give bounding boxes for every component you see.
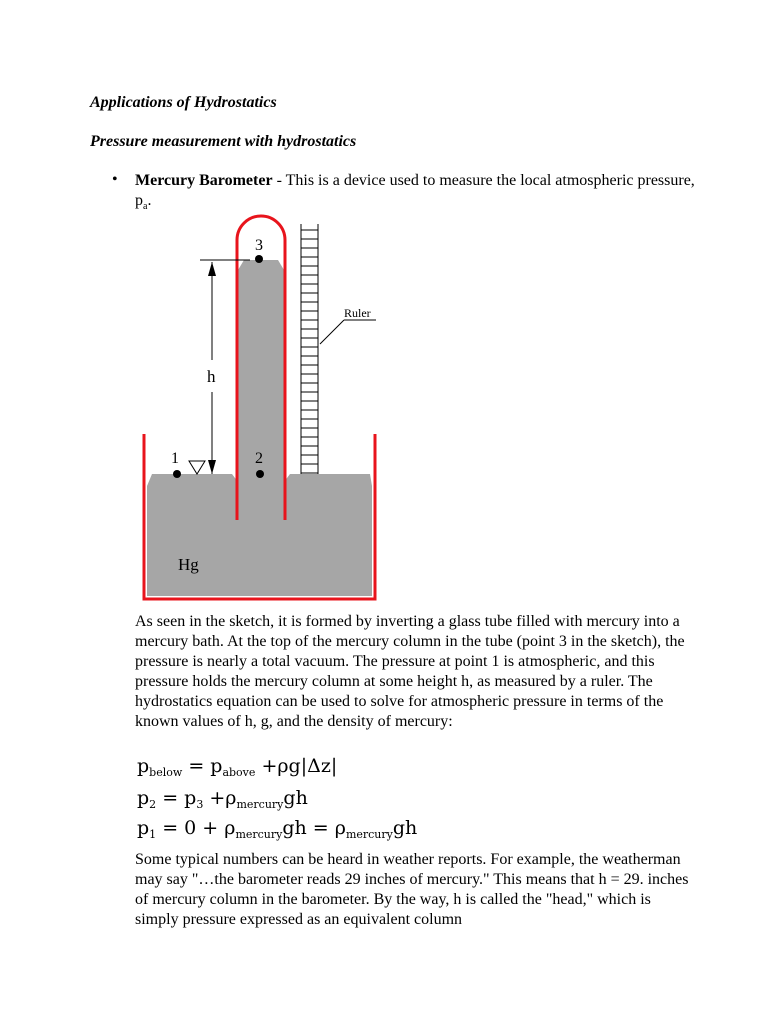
barometer-diagram [130, 205, 390, 605]
eq2-rest: gh [283, 787, 308, 809]
point-1-label: 1 [171, 450, 179, 467]
bullet-marker: • [112, 171, 118, 188]
eq3-sub-mercury-2: mercury [345, 828, 393, 841]
bullet-term: Mercury Barometer [135, 172, 273, 189]
point-2-label: 2 [255, 450, 263, 467]
eq1-eq: = p [182, 755, 223, 777]
eq3-sub-1: 1 [149, 828, 157, 841]
eq3-p: p [137, 817, 150, 839]
fluid-label: Hg [178, 555, 199, 574]
equation-1 [137, 755, 337, 779]
bullet-description: - This is a device used to measure the local atmospheric pressure, p [135, 172, 695, 209]
paragraph-2: Some typical numbers can be heard in weather reports. For example, the weatherman may say "…the barometer reads 29 inches of mercury." This means that h = 29. inches of mercury column in the barometer. By the way, h is called the "head," which is simply pressure expressed as an equivalent column [135, 851, 689, 928]
equation-3 [137, 817, 417, 841]
paragraph-1: As seen in the sketch, it is formed by inverting a glass tube filled with mercury into a mercury bath. At the top of the mercury column in the tube (point 3 in the sketch), the pressure is nearly a total vacuum. The pressure at point 1 is atmospheric, and this pressure holds the mercury column at some height h, as measured by a ruler. The hydrostatics equation can be used to solve for atmospheric pressure in terms of the known values of h, g, and the density of mercury: [135, 613, 685, 730]
point-3-label: 3 [255, 237, 263, 254]
point-3-marker [255, 255, 263, 263]
eq1-sub-above: above [222, 766, 256, 779]
bullet-subscript: a [143, 201, 148, 213]
eq2-sub-3: 3 [196, 798, 204, 811]
mercury-column [238, 260, 284, 522]
ruler [301, 224, 318, 474]
eq3-mid: gh = ρ [282, 817, 346, 839]
h-arrow-down [208, 460, 216, 474]
eq2-eq: = p [156, 787, 197, 809]
free-surface-symbol [189, 461, 205, 474]
eq2-sub-mercury: mercury [236, 798, 284, 811]
section-heading: Applications of Hydrostatics [90, 94, 277, 111]
eq1-p: p [137, 755, 150, 777]
eq2-plus: +ρ [203, 787, 237, 809]
point-1-marker [173, 470, 181, 478]
eq3-rest: gh [392, 817, 418, 839]
equation-2 [137, 787, 308, 811]
point-2-marker [256, 470, 264, 478]
eq2-sub-2: 2 [149, 798, 157, 811]
eq3-sub-mercury-1: mercury [235, 828, 283, 841]
eq2-p: p [137, 787, 150, 809]
eq3-eq: = 0 + ρ [156, 817, 236, 839]
bullet-end: . [147, 192, 152, 209]
eq1-sub-below: below [149, 766, 183, 779]
ruler-leader [320, 320, 344, 344]
h-arrow-up [208, 262, 216, 276]
eq1-rest: +ρg|Δz| [255, 755, 338, 777]
ruler-label: Ruler [344, 306, 371, 320]
height-label: h [207, 367, 216, 386]
subsection-heading: Pressure measurement with hydrostatics [90, 133, 357, 150]
